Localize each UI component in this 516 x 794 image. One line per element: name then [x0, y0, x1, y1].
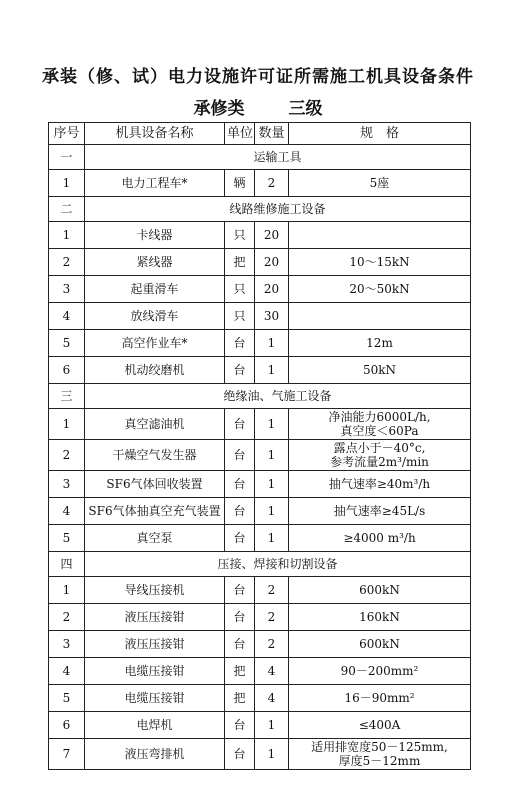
table-row: [49, 498, 471, 525]
equipment-name: 电缆压接钳: [85, 658, 225, 685]
row-number: 1: [49, 577, 85, 604]
unit-cell: 把: [225, 658, 255, 685]
spec-line: 600kN: [359, 637, 400, 651]
row-number: 2: [49, 249, 85, 276]
table-row: [49, 712, 471, 739]
spec-cell: [289, 170, 471, 197]
spec-cell: [289, 604, 471, 631]
spec-line: 12m: [366, 336, 393, 350]
section-label: 绝缘油、气施工设备: [85, 384, 471, 409]
table-header-row: [49, 123, 471, 145]
spec-line: 厚度5－12mm: [338, 754, 421, 768]
table-row: [49, 303, 471, 330]
spec-line: 参考流量2m³/min: [330, 455, 429, 469]
spec-cell: [289, 330, 471, 357]
equipment-name: 起重滑车: [85, 276, 225, 303]
row-number: 7: [49, 739, 85, 770]
quantity-cell: 1: [255, 739, 289, 770]
row-number: 4: [49, 303, 85, 330]
unit-cell: 只: [225, 222, 255, 249]
unit-cell: 台: [225, 739, 255, 770]
equipment-name: 放线滑车: [85, 303, 225, 330]
table-row: [49, 685, 471, 712]
table-row: [49, 357, 471, 384]
row-number: 5: [49, 525, 85, 552]
spec-line: 真空度＜60Pa: [340, 424, 419, 438]
equipment-name: 导线压接机: [85, 577, 225, 604]
table-row: [49, 471, 471, 498]
unit-cell: 把: [225, 249, 255, 276]
table-row: [49, 249, 471, 276]
quantity-cell: 20: [255, 276, 289, 303]
section-number: 四: [49, 552, 85, 577]
header-unit: 单位: [225, 123, 255, 145]
quantity-cell: 4: [255, 658, 289, 685]
spec-line: 90－200mm²: [340, 664, 419, 678]
quantity-cell: 2: [255, 631, 289, 658]
quantity-cell: 1: [255, 440, 289, 471]
spec-cell: [289, 249, 471, 276]
section-label: 运输工具: [85, 145, 471, 170]
table-row: [49, 604, 471, 631]
header-name: 机具设备名称: [85, 123, 225, 145]
spec-line: 10～15kN: [349, 255, 410, 269]
quantity-cell: 20: [255, 222, 289, 249]
table-row: [49, 440, 471, 471]
document-title: 承装（修、试）电力设施许可证所需施工机具设备条件: [42, 67, 474, 87]
spec-line: 适用排宽度50－125mm,: [311, 740, 448, 754]
section-label: 压接、焊接和切割设备: [85, 552, 471, 577]
quantity-cell: 4: [255, 685, 289, 712]
table-row: [49, 631, 471, 658]
quantity-cell: 1: [255, 525, 289, 552]
spec-line: 抽气速率≥40m³/h: [328, 477, 431, 491]
unit-cell: 只: [225, 276, 255, 303]
equipment-name: 液压弯排机: [85, 739, 225, 770]
quantity-cell: 2: [255, 577, 289, 604]
unit-cell: 台: [225, 330, 255, 357]
spec-line: 50kN: [362, 363, 397, 377]
unit-cell: 辆: [225, 170, 255, 197]
row-number: 3: [49, 276, 85, 303]
row-number: 4: [49, 658, 85, 685]
equipment-name: 液压压接钳: [85, 604, 225, 631]
spec-cell: [289, 685, 471, 712]
unit-cell: 台: [225, 357, 255, 384]
table-row: [49, 222, 471, 249]
equipment-name: SF6气体抽真空充气装置: [85, 498, 225, 525]
row-number: 1: [49, 170, 85, 197]
section-row: [49, 145, 471, 170]
table-row: [49, 276, 471, 303]
row-number: 1: [49, 222, 85, 249]
equipment-name: 紧线器: [85, 249, 225, 276]
section-label: 线路维修施工设备: [85, 197, 471, 222]
spec-line: 5座: [369, 176, 390, 190]
equipment-table: [48, 122, 471, 770]
row-number: 1: [49, 409, 85, 440]
spec-line: 露点小于－40°c,: [333, 441, 426, 455]
equipment-name: SF6气体回收装置: [85, 471, 225, 498]
spec-cell: [289, 712, 471, 739]
spec-line: 20～50kN: [349, 282, 410, 296]
spec-cell: [289, 357, 471, 384]
row-number: 6: [49, 357, 85, 384]
subtitle-category: 承修类: [193, 99, 245, 119]
equipment-name: 高空作业车*: [85, 330, 225, 357]
header-qty: 数量: [255, 123, 289, 145]
section-number: 三: [49, 384, 85, 409]
equipment-name: 真空滤油机: [85, 409, 225, 440]
spec-cell: [289, 525, 471, 552]
spec-cell: [289, 471, 471, 498]
header-no: 序号: [49, 123, 85, 145]
unit-cell: 只: [225, 303, 255, 330]
section-row: [49, 552, 471, 577]
section-number: 二: [49, 197, 85, 222]
spec-line: 抽气速率≥45L/s: [333, 504, 426, 518]
table-body: [49, 145, 471, 770]
quantity-cell: 1: [255, 471, 289, 498]
quantity-cell: 1: [255, 498, 289, 525]
row-number: 6: [49, 712, 85, 739]
spec-line: 600kN: [359, 583, 400, 597]
spec-cell: [289, 440, 471, 471]
row-number: 2: [49, 604, 85, 631]
unit-cell: 台: [225, 631, 255, 658]
spec-cell: [289, 739, 471, 770]
unit-cell: 台: [225, 525, 255, 552]
equipment-name: 电焊机: [85, 712, 225, 739]
unit-cell: 台: [225, 471, 255, 498]
spec-cell: [289, 409, 471, 440]
table-row: [49, 525, 471, 552]
row-number: 5: [49, 685, 85, 712]
unit-cell: 台: [225, 604, 255, 631]
quantity-cell: 1: [255, 712, 289, 739]
equipment-name: 液压压接钳: [85, 631, 225, 658]
subtitle-level: 三级: [288, 99, 323, 119]
spec-cell: [289, 658, 471, 685]
spec-cell: [289, 631, 471, 658]
quantity-cell: 2: [255, 604, 289, 631]
equipment-name: 电缆压接钳: [85, 685, 225, 712]
quantity-cell: 1: [255, 357, 289, 384]
equipment-name: 机动绞磨机: [85, 357, 225, 384]
document-subtitle: [0, 94, 516, 119]
unit-cell: 台: [225, 440, 255, 471]
row-number: 2: [49, 440, 85, 471]
row-number: 3: [49, 471, 85, 498]
spec-cell: [289, 276, 471, 303]
header-spec: 规 格: [289, 123, 471, 145]
unit-cell: 台: [225, 498, 255, 525]
unit-cell: 台: [225, 409, 255, 440]
row-number: 5: [49, 330, 85, 357]
section-number: 一: [49, 145, 85, 170]
quantity-cell: 1: [255, 409, 289, 440]
row-number: 3: [49, 631, 85, 658]
table-row: [49, 170, 471, 197]
spec-line: 16－90mm²: [344, 691, 415, 705]
spec-cell: [289, 577, 471, 604]
quantity-cell: 1: [255, 330, 289, 357]
quantity-cell: 20: [255, 249, 289, 276]
spec-cell: [289, 498, 471, 525]
equipment-name: 干燥空气发生器: [85, 440, 225, 471]
unit-cell: 把: [225, 685, 255, 712]
spec-line: 净油能力6000L/h,: [328, 410, 431, 424]
quantity-cell: 30: [255, 303, 289, 330]
section-row: [49, 197, 471, 222]
equipment-name: 卡线器: [85, 222, 225, 249]
spec-line: ≤400A: [358, 718, 401, 732]
quantity-cell: 2: [255, 170, 289, 197]
row-number: 4: [49, 498, 85, 525]
unit-cell: 台: [225, 577, 255, 604]
section-row: [49, 384, 471, 409]
spec-cell: [289, 222, 471, 249]
table-row: [49, 330, 471, 357]
table-row: [49, 409, 471, 440]
spec-line: ≥4000 m³/h: [343, 531, 416, 545]
table-row: [49, 658, 471, 685]
unit-cell: 台: [225, 712, 255, 739]
spec-line: 160kN: [359, 610, 400, 624]
equipment-name: 电力工程车*: [85, 170, 225, 197]
table-row: [49, 739, 471, 770]
spec-cell: [289, 303, 471, 330]
equipment-name: 真空泵: [85, 525, 225, 552]
table-row: [49, 577, 471, 604]
